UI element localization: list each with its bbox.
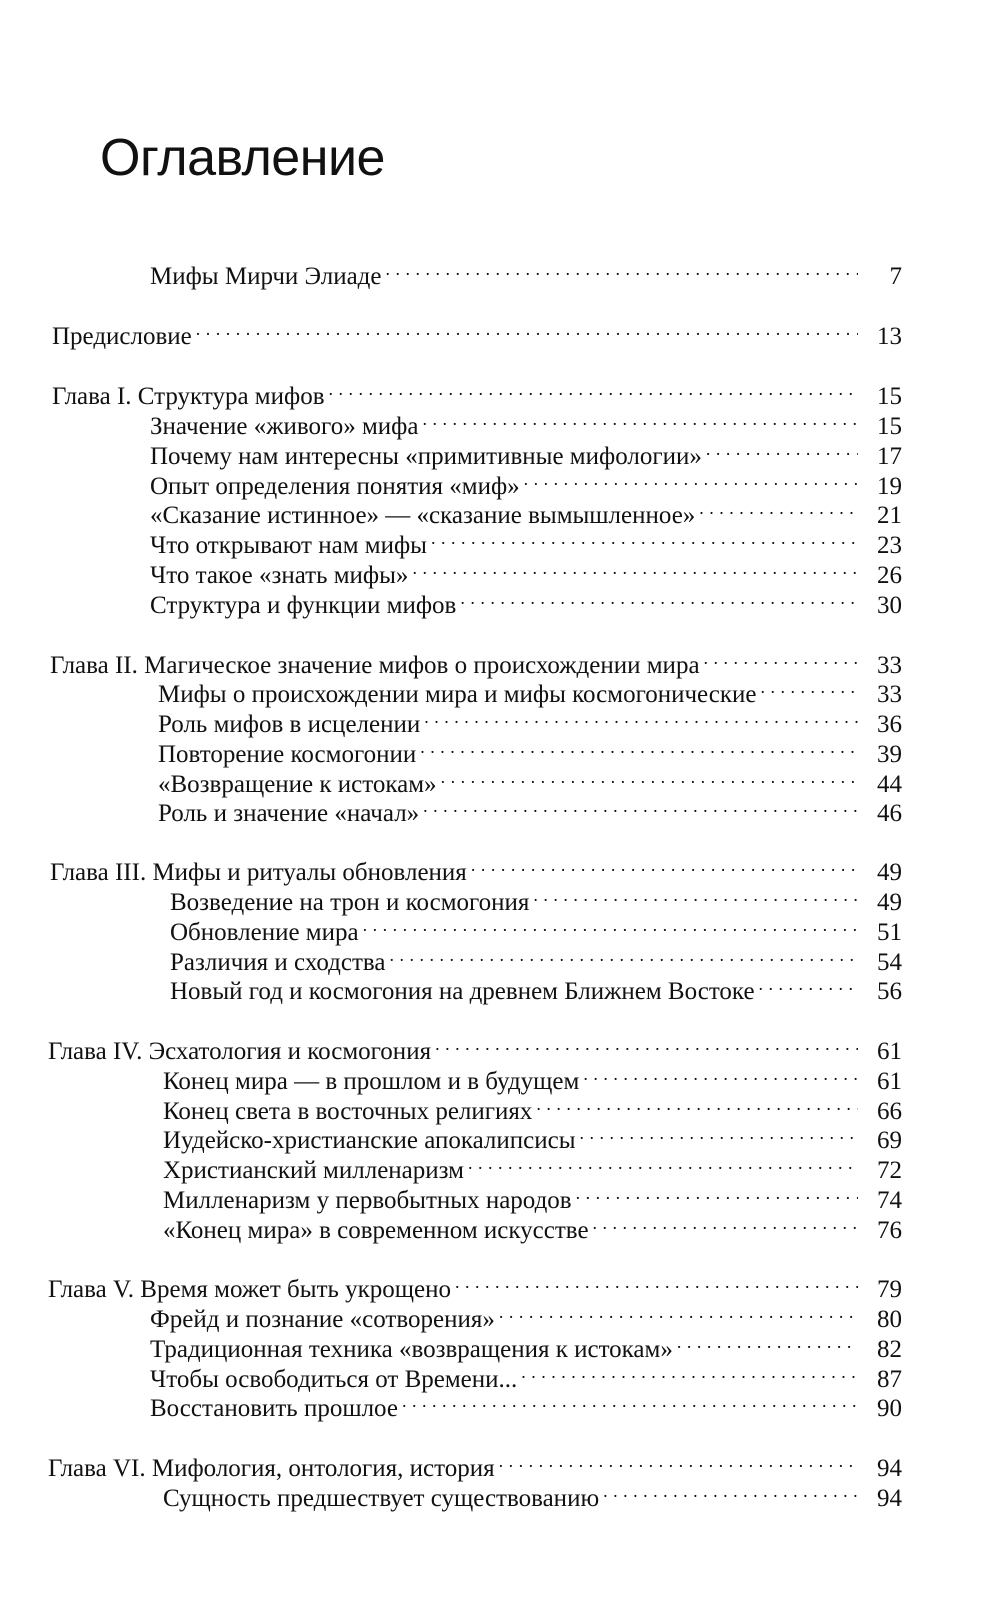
- section-title: «Конец мира» в современном искусстве: [163, 1217, 589, 1244]
- toc-section: [150, 1295, 902, 1333]
- toc-section: [150, 1384, 902, 1422]
- dot-leader: [389, 938, 858, 970]
- dot-leader: [699, 491, 858, 523]
- page-number: 69: [877, 1127, 902, 1154]
- dot-leader: [603, 1474, 858, 1506]
- page-number: 33: [877, 652, 902, 679]
- page-number: 21: [877, 502, 902, 529]
- toc-chapter-1: [52, 372, 902, 410]
- page-number: 13: [877, 323, 902, 350]
- section-title: Фрейд и познание «сотворения»: [150, 1306, 495, 1333]
- page-number: 26: [877, 562, 902, 589]
- toc-section: [163, 1146, 902, 1184]
- dot-leader: [536, 1087, 858, 1119]
- section-title: Обновление мира: [170, 919, 359, 946]
- dot-leader: [704, 641, 858, 673]
- page-number: 54: [877, 949, 902, 976]
- section-title: Что открывают нам мифы: [150, 532, 427, 559]
- dot-leader: [441, 760, 858, 792]
- page-number: 74: [877, 1187, 902, 1214]
- section-title: Конец света в восточных религиях: [163, 1098, 533, 1125]
- dot-leader: [455, 1265, 858, 1297]
- page-number: 49: [877, 889, 902, 916]
- toc-section: [163, 1474, 902, 1512]
- toc-section: [163, 1206, 902, 1244]
- section-title: Различия и сходства: [170, 949, 386, 976]
- page-number: 61: [877, 1068, 902, 1095]
- page-number: 79: [877, 1276, 902, 1303]
- page-number: 66: [877, 1098, 902, 1125]
- toc-section: [158, 760, 902, 798]
- toc-section: [150, 402, 902, 440]
- page-number: 44: [877, 771, 902, 798]
- section-title: Восстановить прошлое: [150, 1395, 398, 1422]
- page-number: 76: [877, 1217, 902, 1244]
- dot-leader: [460, 581, 858, 613]
- chapter-title: Глава V. Время может быть укрощено: [48, 1276, 452, 1303]
- page-number: 46: [877, 800, 902, 827]
- toc-section: [163, 1087, 902, 1125]
- toc-section: [170, 878, 902, 916]
- dot-leader: [435, 1027, 858, 1059]
- toc-section: [163, 1176, 902, 1214]
- dot-leader: [402, 1384, 858, 1416]
- toc-section: [150, 1355, 902, 1393]
- toc-section: [150, 491, 902, 529]
- section-title: Возведение на трон и космогония: [170, 889, 530, 916]
- chapter-title: Глава IV. Эсхатология и космогония: [48, 1038, 432, 1065]
- dot-leader: [196, 312, 858, 344]
- page-number: 33: [877, 681, 902, 708]
- section-title: Милленаризм у первобытных народов: [163, 1187, 572, 1214]
- toc-section: [163, 1057, 902, 1095]
- dot-leader: [706, 432, 858, 464]
- toc-section: [158, 730, 902, 768]
- dot-leader: [424, 700, 858, 732]
- toc-section: [158, 700, 902, 738]
- section-title: Традиционная техника «возвращения к истокам»: [150, 1336, 673, 1363]
- page-number: 51: [877, 919, 902, 946]
- section-title: Повторение космогонии: [158, 741, 417, 768]
- dot-leader: [677, 1325, 858, 1357]
- dot-leader: [759, 967, 858, 999]
- section-title: Значение «живого» мифа: [150, 413, 419, 440]
- toc-section: [170, 908, 902, 946]
- section-title: Иудейско-христианские апокалипсисы: [163, 1127, 576, 1154]
- dot-leader: [471, 848, 858, 880]
- section-title: Почему нам интересны «примитивные мифологии»: [150, 443, 702, 470]
- page-number: 49: [877, 859, 902, 886]
- toc-section: [150, 551, 902, 589]
- dot-leader: [423, 789, 858, 821]
- page-number: 72: [877, 1157, 902, 1184]
- page-number: 82: [877, 1336, 902, 1363]
- dot-leader: [576, 1176, 858, 1208]
- section-title: Чтобы освободиться от Времени...: [150, 1366, 518, 1393]
- dot-leader: [499, 1295, 858, 1327]
- dot-leader: [422, 402, 858, 434]
- dot-leader: [593, 1206, 858, 1238]
- dot-leader: [468, 1146, 858, 1178]
- dot-leader: [583, 1057, 858, 1089]
- dot-leader: [412, 551, 858, 583]
- dot-leader: [580, 1116, 858, 1148]
- toc-section: [170, 967, 902, 1005]
- toc-entry-preface: [52, 312, 902, 350]
- toc-chapter-3: [50, 848, 902, 886]
- toc-entry-intro: [150, 252, 902, 290]
- page-number: 36: [877, 711, 902, 738]
- page-number: 80: [877, 1306, 902, 1333]
- section-title: «Сказание истинное» — «сказание вымышленное»: [150, 502, 696, 529]
- dot-leader: [385, 252, 858, 284]
- page-number: 90: [877, 1395, 902, 1422]
- dot-leader: [521, 1355, 858, 1387]
- toc-section: [150, 462, 902, 500]
- dot-leader: [420, 730, 858, 762]
- toc-chapter-2: [50, 641, 902, 679]
- page-number: 15: [877, 413, 902, 440]
- entry-title: Предисловие: [52, 323, 192, 350]
- section-title: Роль и значение «начал»: [158, 800, 420, 827]
- section-title: Христианский милленаризм: [163, 1157, 465, 1184]
- toc-section: [163, 1116, 902, 1154]
- dot-leader: [363, 908, 858, 940]
- toc-section: [170, 938, 902, 976]
- entry-title: Мифы Мирчи Элиаде: [150, 263, 382, 290]
- page-number: 15: [877, 383, 902, 410]
- chapter-title: Глава II. Магическое значение мифов о происхождении мира: [50, 652, 700, 679]
- section-title: Мифы о происхождении мира и мифы космогонические: [158, 681, 757, 708]
- dot-leader: [533, 878, 858, 910]
- section-title: Роль мифов в исцелении: [158, 711, 421, 738]
- section-title: Конец мира — в прошлом и в будущем: [163, 1068, 580, 1095]
- page-number: 39: [877, 741, 902, 768]
- toc-section: [158, 670, 902, 708]
- page-number: 19: [877, 473, 902, 500]
- section-title: Опыт определения понятия «миф»: [150, 473, 520, 500]
- page-number: 94: [877, 1455, 902, 1482]
- toc-chapter-5: [48, 1265, 902, 1303]
- page-number: 23: [877, 532, 902, 559]
- page-title: Оглавление: [100, 129, 385, 187]
- toc-section: [150, 1325, 902, 1363]
- page-number: 7: [889, 263, 902, 290]
- chapter-title: Глава I. Структура мифов: [52, 383, 325, 410]
- page-number: 56: [877, 978, 902, 1005]
- page-number: 94: [877, 1485, 902, 1512]
- page-number: 87: [877, 1366, 902, 1393]
- page-number: 61: [877, 1038, 902, 1065]
- toc-chapter-6: [48, 1444, 902, 1482]
- dot-leader: [524, 462, 858, 494]
- dot-leader: [431, 521, 858, 553]
- page-number: 17: [877, 443, 902, 470]
- dot-leader: [760, 670, 858, 702]
- toc-section: [150, 521, 902, 559]
- toc-section: [150, 432, 902, 470]
- section-title: Структура и функции мифов: [150, 592, 457, 619]
- toc-section: [158, 789, 902, 827]
- chapter-title: Глава III. Мифы и ритуалы обновления: [50, 859, 467, 886]
- dot-leader: [499, 1444, 858, 1476]
- section-title: «Возвращение к истокам»: [158, 771, 437, 798]
- page-number: 30: [877, 592, 902, 619]
- toc-section: [150, 581, 902, 619]
- toc-chapter-4: [48, 1027, 902, 1065]
- section-title: Сущность предшествует существованию: [163, 1485, 600, 1512]
- section-title: Новый год и космогония на древнем Ближнем Востоке: [170, 978, 755, 1005]
- section-title: Что такое «знать мифы»: [150, 562, 409, 589]
- chapter-title: Глава VI. Мифология, онтология, история: [48, 1455, 495, 1482]
- dot-leader: [329, 372, 859, 404]
